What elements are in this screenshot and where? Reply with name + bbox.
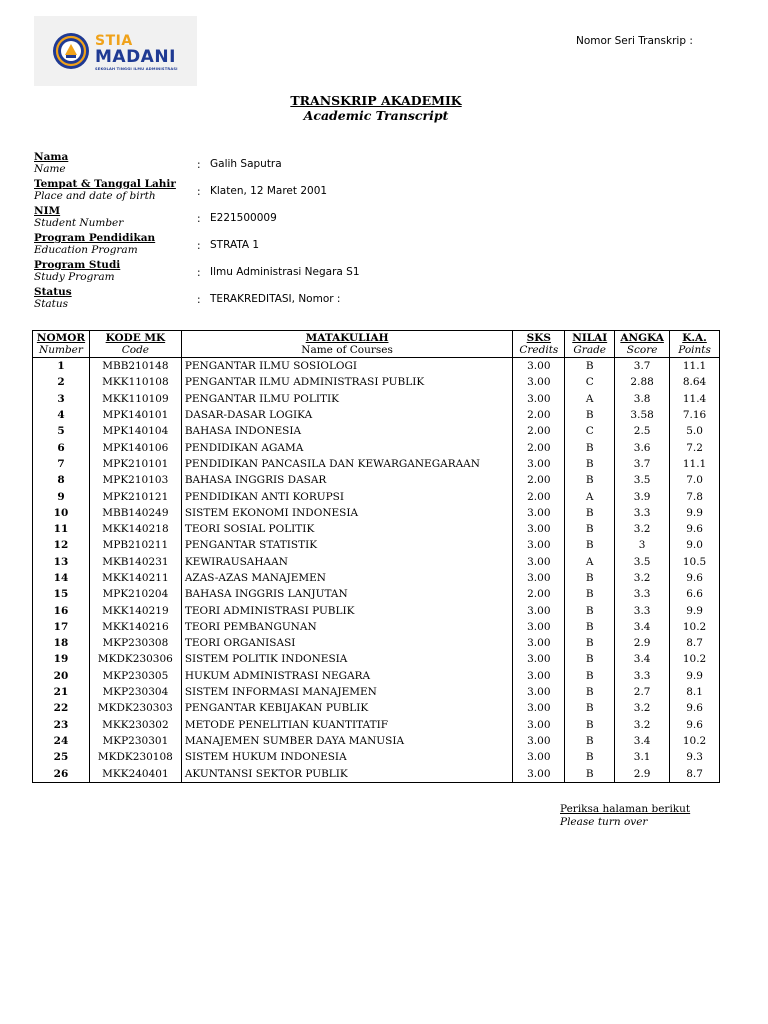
course-name: PENDIDIKAN PANCASILA DAN KEWARGANEGARAAN — [181, 456, 513, 472]
course-points: 7.8 — [670, 488, 720, 504]
course-grade: B — [565, 537, 615, 553]
course-points: 9.0 — [670, 537, 720, 553]
table-header-row — [33, 331, 720, 358]
course-score: 2.9 — [615, 635, 670, 651]
info-label — [34, 259, 120, 283]
table-row — [33, 668, 720, 684]
course-code: MKP230304 — [89, 684, 181, 700]
course-points: 9.6 — [670, 717, 720, 733]
row-number: 12 — [33, 537, 90, 553]
table-row — [33, 488, 720, 504]
status-value: TERAKREDITASI, Nomor : — [210, 293, 341, 305]
course-score: 3.3 — [615, 586, 670, 602]
course-score: 3.1 — [615, 749, 670, 765]
header-course: MATAKULIAH Name of Courses — [181, 331, 513, 358]
course-grade: B — [565, 358, 615, 375]
table-row — [33, 717, 720, 733]
course-code: MPK140104 — [89, 423, 181, 439]
table-row — [33, 554, 720, 570]
course-grade: B — [565, 521, 615, 537]
course-grade: B — [565, 749, 615, 765]
course-grade: B — [565, 635, 615, 651]
course-grade: B — [565, 439, 615, 455]
course-name: SISTEM EKONOMI INDONESIA — [181, 505, 513, 521]
course-code: MBB210148 — [89, 358, 181, 375]
course-grade: B — [565, 765, 615, 782]
course-credits: 3.00 — [513, 374, 565, 390]
label-id: Nama — [34, 151, 69, 163]
course-grade: A — [565, 488, 615, 504]
course-points: 7.16 — [670, 407, 720, 423]
course-code: MPK210101 — [89, 456, 181, 472]
table-row — [33, 651, 720, 667]
course-name: DASAR-DASAR LOGIKA — [181, 407, 513, 423]
course-grade: B — [565, 651, 615, 667]
course-score: 3.58 — [615, 407, 670, 423]
course-score: 3 — [615, 537, 670, 553]
row-number: 25 — [33, 749, 90, 765]
course-score: 3.2 — [615, 570, 670, 586]
grades-table — [32, 330, 720, 783]
course-score: 3.6 — [615, 439, 670, 455]
row-number: 15 — [33, 586, 90, 602]
course-code: MKK240401 — [89, 765, 181, 782]
course-credits: 3.00 — [513, 537, 565, 553]
course-code: MPB210211 — [89, 537, 181, 553]
course-code: MKK140216 — [89, 619, 181, 635]
course-grade: A — [565, 391, 615, 407]
course-score: 3.9 — [615, 488, 670, 504]
course-credits: 3.00 — [513, 619, 565, 635]
course-name: TEORI SOSIAL POLITIK — [181, 521, 513, 537]
study-program-value: Ilmu Administrasi Negara S1 — [210, 266, 360, 278]
course-grade: C — [565, 423, 615, 439]
course-credits: 3.00 — [513, 358, 565, 375]
course-code: MKP230301 — [89, 733, 181, 749]
course-credits: 3.00 — [513, 505, 565, 521]
course-grade: B — [565, 717, 615, 733]
course-points: 11.1 — [670, 456, 720, 472]
course-code: MBB140249 — [89, 505, 181, 521]
institution-logo — [34, 16, 197, 86]
course-points: 7.2 — [670, 439, 720, 455]
course-credits: 3.00 — [513, 570, 565, 586]
course-name: HUKUM ADMINISTRASI NEGARA — [181, 668, 513, 684]
course-credits: 3.00 — [513, 684, 565, 700]
course-name: PENGANTAR STATISTIK — [181, 537, 513, 553]
course-score: 3.5 — [615, 554, 670, 570]
course-points: 10.2 — [670, 619, 720, 635]
logo-tagline: SEKOLAH TINGGI ILMU ADMINISTRASI — [95, 67, 178, 71]
row-number: 21 — [33, 684, 90, 700]
course-credits: 3.00 — [513, 765, 565, 782]
info-colon: : — [197, 267, 201, 279]
course-grade: B — [565, 619, 615, 635]
course-points: 9.6 — [670, 521, 720, 537]
course-grade: B — [565, 407, 615, 423]
course-name: SISTEM INFORMASI MANAJEMEN — [181, 684, 513, 700]
course-score: 3.2 — [615, 700, 670, 716]
course-grade: B — [565, 586, 615, 602]
course-score: 2.9 — [615, 765, 670, 782]
course-name: PENGANTAR ILMU POLITIK — [181, 391, 513, 407]
header-code: KODE MK Code — [89, 331, 181, 358]
course-points: 9.9 — [670, 602, 720, 618]
row-number: 1 — [33, 358, 90, 375]
course-grade: B — [565, 570, 615, 586]
info-label — [34, 232, 155, 256]
info-label — [34, 178, 176, 202]
course-points: 9.9 — [670, 668, 720, 684]
table-row — [33, 358, 720, 375]
course-code: MKK140211 — [89, 570, 181, 586]
course-score: 3.2 — [615, 521, 670, 537]
grades-body — [33, 358, 720, 783]
course-points: 9.6 — [670, 570, 720, 586]
table-row — [33, 374, 720, 390]
row-number: 11 — [33, 521, 90, 537]
label-en: Study Program — [34, 271, 115, 283]
course-credits: 3.00 — [513, 635, 565, 651]
course-grade: B — [565, 602, 615, 618]
table-row — [33, 619, 720, 635]
course-name: AZAS-AZAS MANAJEMEN — [181, 570, 513, 586]
course-name: PENDIDIKAN ANTI KORUPSI — [181, 488, 513, 504]
label-id: Program Studi — [34, 259, 121, 271]
info-colon: : — [197, 294, 201, 306]
row-number: 8 — [33, 472, 90, 488]
course-code: MPK210103 — [89, 472, 181, 488]
course-grade: B — [565, 456, 615, 472]
course-credits: 3.00 — [513, 651, 565, 667]
education-program-value: STRATA 1 — [210, 239, 260, 251]
course-name: BAHASA INDONESIA — [181, 423, 513, 439]
table-row — [33, 602, 720, 618]
course-name: TEORI PEMBANGUNAN — [181, 619, 513, 635]
header-score: ANGKA Score — [615, 331, 670, 358]
course-points: 9.6 — [670, 700, 720, 716]
emblem-icon — [52, 32, 90, 70]
course-name: BAHASA INGGRIS LANJUTAN — [181, 586, 513, 602]
course-grade: B — [565, 733, 615, 749]
course-code: MKK110108 — [89, 374, 181, 390]
course-credits: 3.00 — [513, 749, 565, 765]
course-credits: 3.00 — [513, 717, 565, 733]
table-row — [33, 456, 720, 472]
logo-name-top: STIA — [95, 33, 133, 49]
course-name: SISTEM POLITIK INDONESIA — [181, 651, 513, 667]
label-id: NIM — [34, 205, 61, 217]
course-points: 8.7 — [670, 765, 720, 782]
course-credits: 3.00 — [513, 700, 565, 716]
transcript-serial-label: Nomor Seri Transkrip : — [576, 35, 693, 47]
header-grade: NILAI Grade — [565, 331, 615, 358]
course-grade: A — [565, 554, 615, 570]
row-number: 18 — [33, 635, 90, 651]
table-row — [33, 700, 720, 716]
course-name: AKUNTANSI SEKTOR PUBLIK — [181, 765, 513, 782]
course-name: BAHASA INGGRIS DASAR — [181, 472, 513, 488]
course-name: TEORI ORGANISASI — [181, 635, 513, 651]
course-code: MKP230305 — [89, 668, 181, 684]
course-name: PENDIDIKAN AGAMA — [181, 439, 513, 455]
row-number: 7 — [33, 456, 90, 472]
label-en: Name — [34, 163, 66, 175]
course-score: 3.4 — [615, 619, 670, 635]
table-row — [33, 505, 720, 521]
turn-over-note — [560, 803, 690, 829]
course-score: 3.2 — [615, 717, 670, 733]
course-grade: B — [565, 700, 615, 716]
row-number: 5 — [33, 423, 90, 439]
info-colon: : — [197, 213, 201, 225]
course-name: PENGANTAR KEBIJAKAN PUBLIK — [181, 700, 513, 716]
label-en: Student Number — [34, 217, 124, 229]
course-code: MKB140231 — [89, 554, 181, 570]
course-score: 2.88 — [615, 374, 670, 390]
table-row — [33, 586, 720, 602]
course-credits: 3.00 — [513, 456, 565, 472]
course-code: MKK140219 — [89, 602, 181, 618]
document-subtitle: Academic Transcript — [303, 108, 449, 123]
label-id: Program Pendidikan — [34, 232, 156, 244]
info-label — [34, 151, 68, 175]
course-name: SISTEM HUKUM INDONESIA — [181, 749, 513, 765]
course-points: 8.1 — [670, 684, 720, 700]
course-points: 10.2 — [670, 733, 720, 749]
nim-value: E221500009 — [210, 212, 277, 224]
row-number: 17 — [33, 619, 90, 635]
table-row — [33, 733, 720, 749]
course-name: TEORI ADMINISTRASI PUBLIK — [181, 602, 513, 618]
course-credits: 2.00 — [513, 472, 565, 488]
logo-name-main: MADANI — [95, 47, 176, 67]
course-points: 8.64 — [670, 374, 720, 390]
table-row — [33, 472, 720, 488]
turn-over-en: Please turn over — [560, 816, 648, 828]
table-row — [33, 439, 720, 455]
course-code: MPK210204 — [89, 586, 181, 602]
row-number: 16 — [33, 602, 90, 618]
course-credits: 3.00 — [513, 554, 565, 570]
info-colon: : — [197, 186, 201, 198]
course-credits: 2.00 — [513, 439, 565, 455]
course-points: 9.3 — [670, 749, 720, 765]
table-row — [33, 407, 720, 423]
course-score: 3.4 — [615, 651, 670, 667]
info-colon: : — [197, 159, 201, 171]
course-score: 2.5 — [615, 423, 670, 439]
birth-value: Klaten, 12 Maret 2001 — [210, 185, 328, 197]
course-name: PENGANTAR ILMU SOSIOLOGI — [181, 358, 513, 375]
student-name-value: Galih Saputra — [210, 158, 282, 170]
course-credits: 2.00 — [513, 488, 565, 504]
row-number: 9 — [33, 488, 90, 504]
table-row — [33, 391, 720, 407]
course-grade: C — [565, 374, 615, 390]
course-credits: 3.00 — [513, 391, 565, 407]
course-score: 3.7 — [615, 358, 670, 375]
course-points: 11.1 — [670, 358, 720, 375]
row-number: 22 — [33, 700, 90, 716]
info-colon: : — [197, 240, 201, 252]
course-code: MKDK230108 — [89, 749, 181, 765]
course-score: 3.7 — [615, 456, 670, 472]
course-points: 5.0 — [670, 423, 720, 439]
document-title: TRANSKRIP AKADEMIK — [290, 93, 462, 108]
course-score: 3.4 — [615, 733, 670, 749]
row-number: 3 — [33, 391, 90, 407]
course-grade: B — [565, 505, 615, 521]
course-credits: 3.00 — [513, 668, 565, 684]
course-code: MPK140101 — [89, 407, 181, 423]
course-code: MKP230308 — [89, 635, 181, 651]
info-label — [34, 205, 123, 229]
row-number: 13 — [33, 554, 90, 570]
row-number: 19 — [33, 651, 90, 667]
header-number: NOMOR Number — [33, 331, 90, 358]
course-credits: 2.00 — [513, 586, 565, 602]
course-points: 10.2 — [670, 651, 720, 667]
label-id: Tempat & Tanggal Lahir — [34, 178, 176, 190]
course-code: MKK110109 — [89, 391, 181, 407]
table-row — [33, 765, 720, 782]
course-code: MKK140218 — [89, 521, 181, 537]
course-name: METODE PENELITIAN KUANTITATIF — [181, 717, 513, 733]
course-credits: 2.00 — [513, 407, 565, 423]
course-code: MPK210121 — [89, 488, 181, 504]
row-number: 10 — [33, 505, 90, 521]
course-credits: 3.00 — [513, 602, 565, 618]
course-grade: B — [565, 684, 615, 700]
course-code: MKK230302 — [89, 717, 181, 733]
header-points: K.A. Points — [670, 331, 720, 358]
course-name: MANAJEMEN SUMBER DAYA MANUSIA — [181, 733, 513, 749]
row-number: 26 — [33, 765, 90, 782]
course-score: 3.5 — [615, 472, 670, 488]
table-row — [33, 684, 720, 700]
header-credits: SKS Credits — [513, 331, 565, 358]
row-number: 20 — [33, 668, 90, 684]
course-score: 3.3 — [615, 505, 670, 521]
table-row — [33, 749, 720, 765]
course-code: MKDK230303 — [89, 700, 181, 716]
row-number: 24 — [33, 733, 90, 749]
course-points: 9.9 — [670, 505, 720, 521]
row-number: 2 — [33, 374, 90, 390]
row-number: 14 — [33, 570, 90, 586]
course-code: MPK140106 — [89, 439, 181, 455]
course-points: 8.7 — [670, 635, 720, 651]
table-row — [33, 635, 720, 651]
course-score: 2.7 — [615, 684, 670, 700]
table-row — [33, 537, 720, 553]
course-score: 3.3 — [615, 602, 670, 618]
info-label — [34, 286, 72, 310]
course-grade: B — [565, 668, 615, 684]
table-row — [33, 521, 720, 537]
course-score: 3.8 — [615, 391, 670, 407]
course-points: 7.0 — [670, 472, 720, 488]
course-credits: 2.00 — [513, 423, 565, 439]
turn-over-id: Periksa halaman berikut — [560, 803, 691, 815]
row-number: 4 — [33, 407, 90, 423]
label-en: Status — [34, 298, 69, 310]
label-en: Place and date of birth — [34, 190, 156, 202]
table-row — [33, 423, 720, 439]
row-number: 23 — [33, 717, 90, 733]
course-name: KEWIRAUSAHAAN — [181, 554, 513, 570]
table-row — [33, 570, 720, 586]
course-credits: 3.00 — [513, 733, 565, 749]
course-grade: B — [565, 472, 615, 488]
label-en: Education Program — [34, 244, 138, 256]
course-score: 3.3 — [615, 668, 670, 684]
course-name: PENGANTAR ILMU ADMINISTRASI PUBLIK — [181, 374, 513, 390]
row-number: 6 — [33, 439, 90, 455]
course-points: 11.4 — [670, 391, 720, 407]
course-credits: 3.00 — [513, 521, 565, 537]
course-points: 10.5 — [670, 554, 720, 570]
course-code: MKDK230306 — [89, 651, 181, 667]
course-points: 6.6 — [670, 586, 720, 602]
label-id: Status — [34, 286, 72, 298]
